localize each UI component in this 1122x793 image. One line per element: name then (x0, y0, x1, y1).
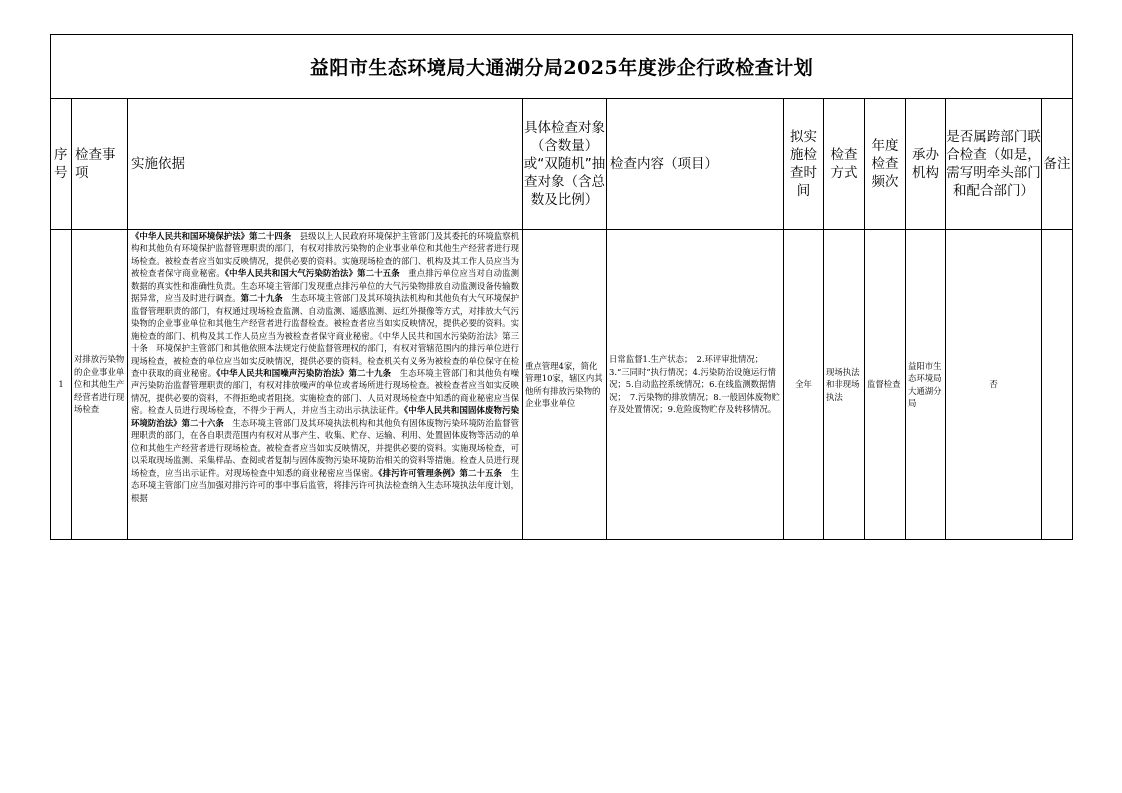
row-frequency: 监督检查 (865, 230, 906, 540)
inspection-plan-table (50, 34, 1073, 540)
basis-text-segment: 生态环境主管部门及其环境执法机构和其他负有大气环境保护监督管理职责的部门，有权通过现场检查监测、自动监测、遥感监测、远红外摄像等方式，对排放大气污染物的企业事业单位和其他生产经营者进行监督检查。被检查者应当如实反映情况，提供必要的资料。实施检查的部门、机构及其工作人员应当为被检查者保守商业秘密。《中华人民共和国水污染防治法》第三十条 环境保护主管部门和其他依照本法规定行使监督管理权的部门，有权对管辖范围内的排污单位进行现场检查，被检查的单位应当如实反映情况，提供必要的资料。检查机关有义务为被检查的单位保守在检查中获取的商业秘密。 (131, 293, 519, 378)
basis-text-segment: 重点排污单位应当对自动监测数据的真实性和准确性负责。生态环境主管部门发现重点排污单位的大气污染物排放自动监测设备传输数据异常，应当及时进行调查。 (131, 268, 519, 304)
row-item: 对排放污染物的企业事业单位和其他生产经营者进行现场检查 (72, 230, 128, 540)
header-frequency: 年度检查频次 (865, 99, 906, 230)
basis-law-citation: 第二十九条 (240, 293, 283, 304)
header-content: 检查内容（项目） (607, 99, 784, 230)
row-org: 益阳市生态环境局大通湖分局 (906, 230, 946, 540)
basis-law-citation: 《中华人民共和国固体废物污染环境防治法》第二十六条 (131, 405, 519, 428)
basis-text-segment: 生态环境主管部门应当加强对排污许可的事中事后监管，将排污许可执法检查纳入生态环境执法年度计划，根据 (131, 467, 519, 503)
row-time: 全年 (784, 230, 824, 540)
basis-law-citation: 《中华人民共和国大气污染防治法》第二十五条 (224, 268, 400, 279)
basis-law-citation: 《中华人民共和国环境保护法》第二十四条 (131, 231, 292, 241)
table-row (51, 230, 1073, 540)
basis-text-segment: 生态环境主管部门及其环境执法机构和其他负有固体废物污染环境防治监督管理职责的部门，在各自职责范围内有权对从事产生、收集、贮存、运输、利用、处置固体废物等活动的单位和其他生产经营者进行现场检查。被检查者应当如实反映情况，并提供必要的资料。实施现场检查，可以采取现场监测、采集样品、查阅或者复制与固体废物污染环境防治相关的资料等措施。检查人员进行现场检查，应当出示证件。对现场检查中知悉的商业秘密应当保密。 (131, 417, 519, 478)
header-row (51, 99, 1073, 230)
row-joint: 否 (946, 230, 1042, 540)
header-joint: 是否属跨部门联合检查（如是，需写明牵头部门和配合部门） (946, 99, 1042, 230)
header-seq: 序号 (51, 99, 72, 230)
basis-text-segment: 生态环境主管部门和其他负有噪声污染防治监督管理职责的部门，有权对排放噪声的单位或者场所进行现场检查。被检查者应当如实反映情况，提供必要的资料，不得拒绝或者阻挠。实施检查的部门、人员对现场检查中知悉的商业秘密应当保密。检查人员进行现场检查，不得少于两人，并应当主动出示执法证件。 (131, 367, 519, 416)
header-note: 备注 (1042, 99, 1073, 230)
header-org: 承办机构 (906, 99, 946, 230)
row-seq: 1 (51, 230, 72, 540)
header-time: 拟实施检查时间 (784, 99, 824, 230)
header-item: 检查事项 (72, 99, 128, 230)
basis-text (131, 230, 519, 539)
inspection-plan-sheet (50, 34, 1072, 540)
header-target: 具体检查对象（含数量）或“双随机”抽查对象（含总数及比例） (523, 99, 607, 230)
basis-text-segment: 县级以上人民政府环境保护主管部门及其委托的环境监察机构和其他负有环境保护监督管理职责的部门，有权对排放污染物的企业事业单位和其他生产经营者进行现场检查。被检查者应当如实反映情况，提供必要的资料。实施现场检查的部门、机构及其工作人员应当为被检查者保守商业秘密。 (131, 231, 519, 279)
row-basis (128, 230, 523, 540)
row-note (1042, 230, 1073, 540)
header-method: 检查方式 (824, 99, 865, 230)
basis-law-citation: 《排污许可管理条例》第二十五条 (378, 467, 503, 478)
page-title: 益阳市生态环境局大通湖分局2025年度涉企行政检查计划 (51, 35, 1073, 99)
basis-law-citation: 《中华人民共和国噪声污染防治法》第二十九条 (216, 367, 392, 378)
row-content: 日常监督1.生产状态； 2.环评审批情况；3.“三同时”执行情况；4.污染防治设施运行情况；5.自动监控系统情况；6.在线监测数据情况； 7.污染物的排放情况；8.一般固体废物贮存及处置情况；9.危险废物贮存及转移情况。 (607, 230, 784, 540)
header-basis: 实施依据 (128, 99, 523, 230)
row-target: 重点管理4家，简化管理10家，辖区内其他所有排放污染物的企业事业单位 (523, 230, 607, 540)
row-method: 现场执法和非现场执法 (824, 230, 865, 540)
